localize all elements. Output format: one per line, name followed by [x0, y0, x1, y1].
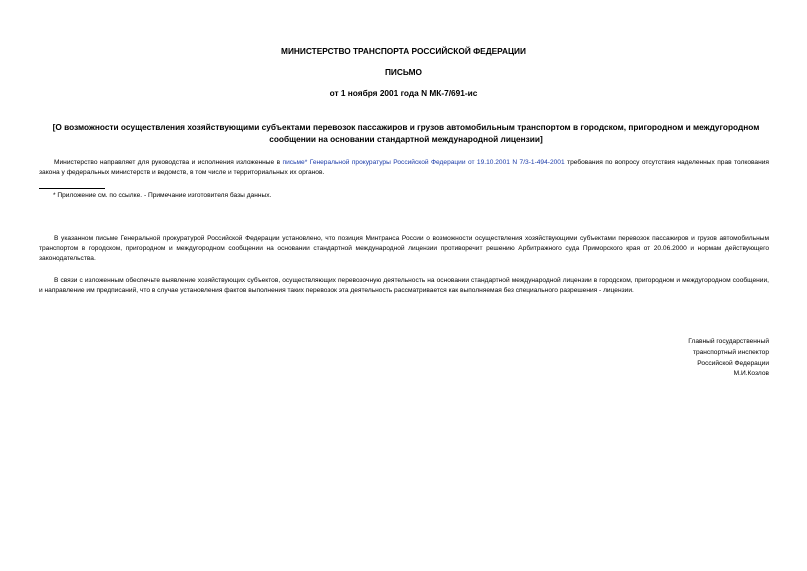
prosecutor-letter-link[interactable]: письме* Генеральной прокуратуры Российской Федерации от 19.10.2001 N 7/3-1-494-2001: [282, 159, 565, 166]
signature-title-line-3: Российской Федерации: [697, 359, 769, 367]
paragraph-1-text-after: требования по вопросу отсутствия наделенных прав толкования закона у федеральных министерств и ведомств, в том числе и территориальных их органов.: [39, 159, 769, 176]
footnote: * Приложение см. по ссылке. - Примечание изготовителя базы данных.: [53, 192, 272, 199]
ministry-heading: МИНИСТЕРСТВО ТРАНСПОРТА РОССИЙСКОЙ ФЕДЕРАЦИИ: [281, 46, 526, 56]
signature-title-line-2: транспортный инспектор: [692, 348, 769, 356]
signature-title-line-1: Главный государственный: [688, 338, 769, 345]
signature-block: [649, 337, 769, 380]
paragraph-2: В указанном письме Генеральной прокуратурой Российской Федерации установлено, что позиция Минтранса России о возможности осуществления хозяйствующими субъектами перевозок пассажиров и грузов автомобильным транспортом в городском, пригородном и междугородном сообщении на основании стандартной международной лицензии противоречит решению Арбитражного суда Приморского края от 20.06.2000 и нормам действующего законодательства.: [39, 235, 769, 262]
document-type: ПИСЬМО: [384, 67, 423, 77]
paragraph-1: [39, 158, 769, 178]
paragraph-1-text-before: Министерство направляет для руководства и исполнения изложенные в: [54, 159, 283, 166]
paragraph-3: В связи с изложенным обеспечьте выявление хозяйствующих субъектов, осуществляющих перевозочную деятельность на основании стандартной международной лицензии в городском, пригородном и междугородном сообщении, и направление им предписаний, что в случае установления фактов выполнения таких перевозок эта деятельность рассматривается как выполняемая без специального разрешения - лицензии.: [39, 277, 769, 294]
footnote-divider: [39, 188, 105, 189]
signatory-name: М.И.Козлов: [733, 370, 769, 378]
document-subject: [О возможности осуществления хозяйствующими субъектами перевозок пассажиров и грузов автомобильным транспортом в городском, пригородном и междугородном сообщении на основании стандартной международной лицензии]: [52, 122, 760, 144]
document-date-number: от 1 ноября 2001 года N МК-7/691-ис: [329, 88, 478, 98]
